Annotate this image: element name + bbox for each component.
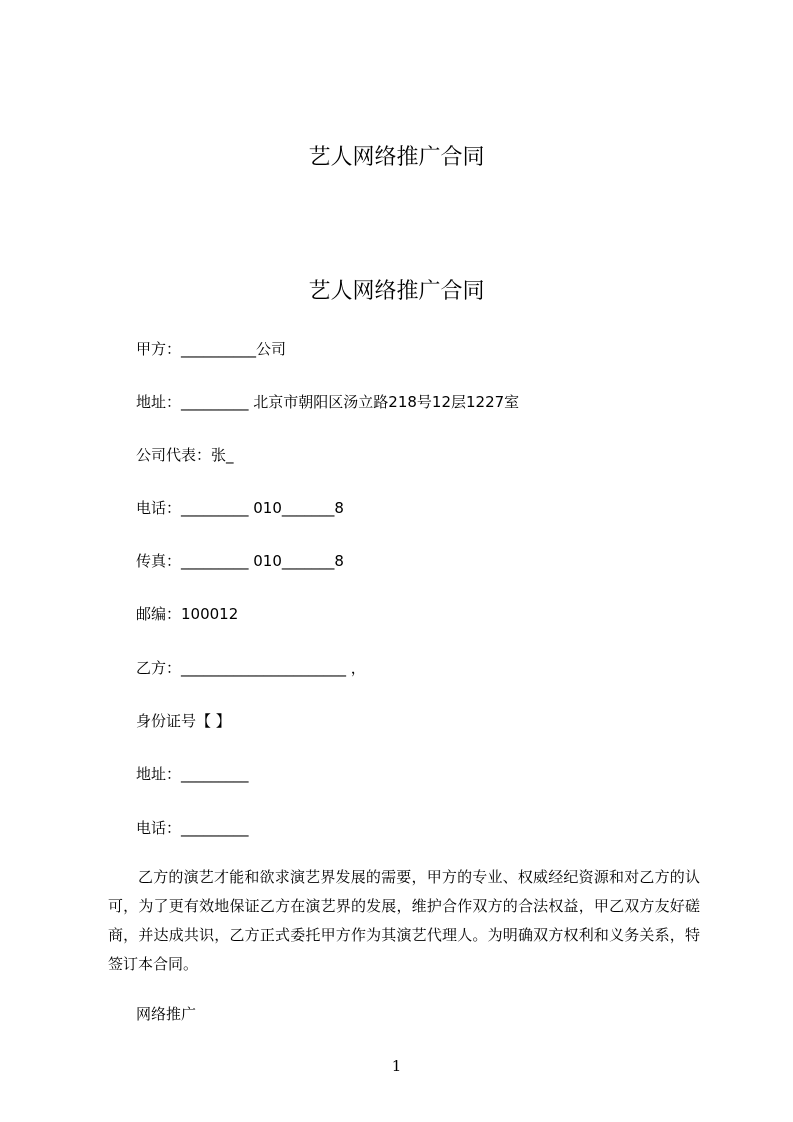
party-b-address-field: 地址：_________: [136, 765, 249, 783]
intro-paragraph: 乙方的演艺才能和欲求演艺界发展的需要，甲方的专业、权威经纪资源和对乙方的认可，为了更有效地保证乙方在演艺界的发展，维护合作双方的合法权益，甲乙双方友好磋商，并达成共识，乙方正式委托甲方作为其演艺代理人。为明确双方权利和义务关系，特签订本合同。: [108, 868, 700, 973]
party-a-address-field: 地址：_________ 北京市朝阳区汤立路218号12层1227室: [136, 393, 520, 411]
page-number: 1: [391, 1057, 402, 1075]
section-heading: 网络推广: [136, 1005, 197, 1023]
id-number-field: 身份证号【 】: [136, 712, 231, 730]
postcode-field: 邮编：100012: [136, 605, 239, 623]
party-a-phone-field: 电话：_________ 010_______8: [136, 499, 344, 517]
fax-field: 传真：_________ 010_______8: [136, 552, 344, 570]
contract-heading: 艺人网络推广合同: [308, 279, 485, 304]
party-b-field: 乙方：______________________ ，: [136, 659, 366, 677]
cover-title: 艺人网络推广合同: [308, 145, 485, 170]
party-b-phone-field: 电话：_________: [136, 819, 249, 837]
company-representative-field: 公司代表：张_: [136, 446, 234, 464]
party-a-field: 甲方：__________公司: [136, 340, 287, 358]
